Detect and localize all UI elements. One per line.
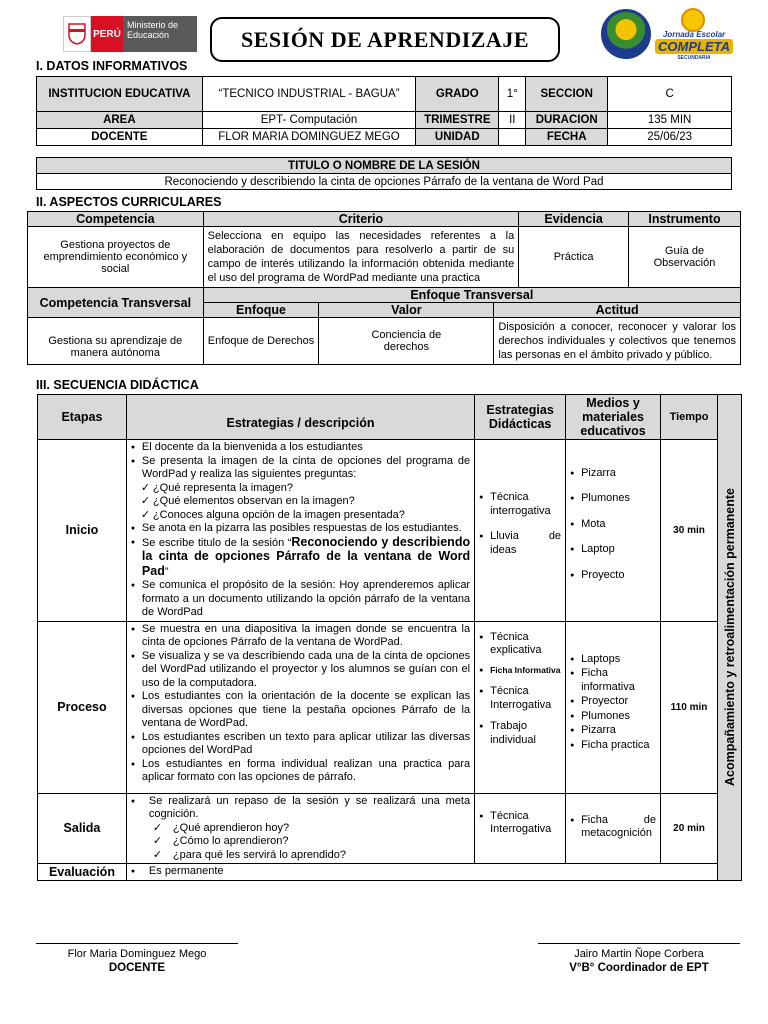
titulo-bold: Reconociendo y describiendo la cinta de opciones Párrafo de la ventana de Word Pad [141,534,471,578]
medio-item: ● Ficha practica [570,739,656,753]
jornada-completa-logo [655,8,733,62]
peru-label: PERÚ [91,16,123,52]
proceso-item: ● Los estudiantes en forma individual realizan una practica para aplicar formato con las opciones de párrafo. [131,758,470,785]
medio-item: ● Ficha de metacognición [570,814,656,841]
titulo-label: TITULO O NOMBRE DE LA SESIÓN [37,158,732,174]
etapas-header: Etapas [38,395,127,440]
inicio-item: ● Se anota en la pizarra las posibles respuestas de los estudiantes. [131,522,470,536]
duracion-value: 135 MIN [608,112,732,129]
estrategia-item: ● Técnica explicativa [479,631,561,658]
salida-description [126,793,474,864]
titulo-pre: Se escribe titulo de la sesión “ [141,536,292,549]
criterio-header: Criterio [203,212,519,227]
enfoque-value: Enfoque de Derechos [203,318,319,365]
medio-item: ● Mota [570,518,656,532]
datos-table [36,76,732,146]
estrategia-item: ● Técnica Interrogativa [479,685,561,712]
tiempo-header: Tiempo [661,395,718,440]
enfoque-header: Enfoque [203,303,319,318]
area-label: AREA [37,112,203,129]
trimestre-label: TRIMESTRE [416,112,499,129]
section-curricular-title: II. ASPECTOS CURRICULARES [36,195,222,209]
proceso-item: ● Los estudiantes con la orientación de la docente se explican las diversas opciones que tiene la pestaña opciones Párrafo de la ventana de WordPad. [131,690,470,731]
institucion-value: “TECNICO INDUSTRIAL - BAGUA” [202,77,416,112]
proceso-medios [566,621,661,793]
estrategia-item: ● Técnica Interrogativa [479,810,561,837]
salida-item: ● Se realizará un repaso de la sesión y se realizará una meta cognición. [131,795,470,822]
sun-icon [681,8,705,32]
grado-value: 1° [499,77,526,112]
estrategia-item: ● Trabajo individual [479,720,561,747]
titulo-value: Reconociendo y describiendo la cinta de opciones Párrafo de la ventana de Word Pad [37,174,732,190]
docente-value: FLOR MARIA DOMINGUEZ MEGO [202,129,416,146]
area-value: EPT- Computación [202,112,416,129]
section-secuencia-title: III. SECUENCIA DIDÁCTICA [36,378,199,392]
jornada-sub-text: SECUNDARIA [677,55,711,61]
unidad-label: UNIDAD [416,129,499,146]
grado-label: GRADO [416,77,499,112]
medio-item: ● Proyector [570,695,656,709]
valor-header: Valor [319,303,494,318]
competencia-value: Gestiona proyectos de emprendimiento económico y social [28,227,204,288]
ministry-name: Ministerio de Educación [123,16,197,52]
evaluacion-item: ● Es permanente [131,865,713,879]
inicio-item: ● Se comunica el propósito de la sesión: Hoy aprenderemos aplicar formato a un documento utilizando la opción párrafo de la ventana de WordPad [131,579,470,620]
signature-coordinador [538,943,740,974]
docente-label: DOCENTE [37,129,203,146]
inicio-medios [566,440,661,622]
page-title: SESIÓN DE APRENDIZAJE [210,17,560,62]
inicio-description [126,440,474,622]
stage-inicio: Inicio [38,440,127,622]
instrumento-header: Instrumento [629,212,741,227]
minedu-logo [63,16,197,52]
medio-item: ● Laptops [570,653,656,667]
jornada-main-text: COMPLETA [655,39,733,54]
estrategia-item: ● Lluvia de ideas [479,530,561,557]
proceso-item: ● Se muestra en una diapositiva la imagen donde se encuentra la cinta de opciones Párrafo de la ventana de WordPad. [131,623,470,650]
instrumento-value: Guía de Observación [629,227,741,288]
enfoque-transversal-header: Enfoque Transversal [203,288,740,303]
inicio-question: ✓ ¿Conoces alguna opción de la imagen presentada? [131,509,470,523]
titulo-table [36,157,732,190]
secuencia-table [37,394,742,881]
seccion-value: C [608,77,732,112]
signature-role: DOCENTE [108,962,166,974]
inicio-tiempo: 30 min [661,440,718,622]
medio-item: ● Pizarra [570,467,656,481]
medio-item: ● Plumones [570,710,656,724]
medio-item: ● Plumones [570,492,656,506]
actitud-value: Disposición a conocer, reconocer y valorar los derechos individuales y colectivos que tenemos las personas en el ámbito privado y público. [494,318,741,365]
estrategias-header: Estrategias / descripción [126,395,474,440]
signature-role: V°B° Coordinador de EPT [569,962,709,974]
proceso-item: ● Se visualiza y se va describiendo cada una de la cinta de opciones del WordPad utilizando el proyector y los alumnos se guían con el uso de la computadora. [131,650,470,691]
inicio-question: ✓ ¿Qué elementos observan en la imagen? [131,495,470,509]
peru-shield-icon [63,16,91,52]
medio-item: ● Ficha informativa [570,667,656,694]
transversal-value: Gestiona su aprendizaje de manera autónoma [28,318,204,365]
signature-line [36,943,238,944]
fecha-value: 25/06/23 [608,129,732,146]
school-emblem-icon [601,9,651,59]
salida-question: ✓ ¿para qué les servirá lo aprendido? [131,849,470,863]
jornada-top-text: Jornada Escolar [662,30,726,39]
salida-estrategias [475,793,566,864]
inicio-estrategias [475,440,566,622]
competencia-header: Competencia [28,212,204,227]
proceso-description [126,621,474,793]
titulo-post: ” [164,565,169,578]
stage-evaluacion: Evaluación [38,864,127,881]
medio-item: ● Laptop [570,543,656,557]
duracion-label: DURACION [526,112,608,129]
side-label: Acompañamiento y retroalimentación permanente [722,488,737,787]
medios-header: Medios y materiales educativos [566,395,661,440]
proceso-item: ● Los estudiantes escriben un texto para aplicar utilizar las diversas opciones del WordPad [131,731,470,758]
inicio-item: ● Se presenta la imagen de la cinta de opciones del programa de WordPad y realiza las siguientes preguntas: [131,455,470,482]
signature-name: Jairo Martin Ñope Corbera [574,948,704,960]
seccion-label: SECCION [526,77,608,112]
evidencia-header: Evidencia [519,212,629,227]
signature-docente [36,943,238,974]
competencia-transversal-header: Competencia Transversal [28,288,204,318]
criterio-value: Selecciona en equipo las necesidades referentes a la elaboración de documentos para resolverlo a partir de su campo de interés utilizando la información obtenida mediante el uso del programa de WordPad mediante una practica [203,227,519,288]
proceso-tiempo: 110 min [661,621,718,793]
valor-value: Conciencia de derechos [319,318,494,365]
actitud-header: Actitud [494,303,741,318]
estrategia-item: ● Ficha Informativa [479,664,561,678]
salida-medios [566,793,661,864]
signature-line [538,943,740,944]
inicio-question: ✓ ¿Qué representa la imagen? [131,482,470,496]
unidad-value [499,129,526,146]
estrategias-didacticas-header: Estrategias Didácticas [475,395,566,440]
evidencia-value: Práctica [519,227,629,288]
inicio-item: ● El docente da la bienvenida a los estudiantes [131,441,470,455]
stage-salida: Salida [38,793,127,864]
trimestre-value: II [499,112,526,129]
stage-proceso: Proceso [38,621,127,793]
salida-tiempo: 20 min [661,793,718,864]
inicio-item-titulo [131,536,470,580]
proceso-estrategias [475,621,566,793]
medio-item: ● Proyecto [570,569,656,583]
salida-question: ✓ ¿Qué aprendieron hoy? [131,822,470,836]
salida-question: ✓ ¿Cómo lo aprendieron? [131,835,470,849]
evaluacion-description [126,864,717,881]
side-column [718,395,742,881]
curricular-table [27,211,741,365]
estrategia-item: ● Técnica interrogativa [479,491,561,518]
signature-name: Flor Maria Dominguez Mego [67,948,207,960]
medio-item: ● Pizarra [570,724,656,738]
section-datos-title: I. DATOS INFORMATIVOS [36,59,188,73]
institucion-label: INSTITUCION EDUCATIVA [37,77,203,112]
fecha-label: FECHA [526,129,608,146]
